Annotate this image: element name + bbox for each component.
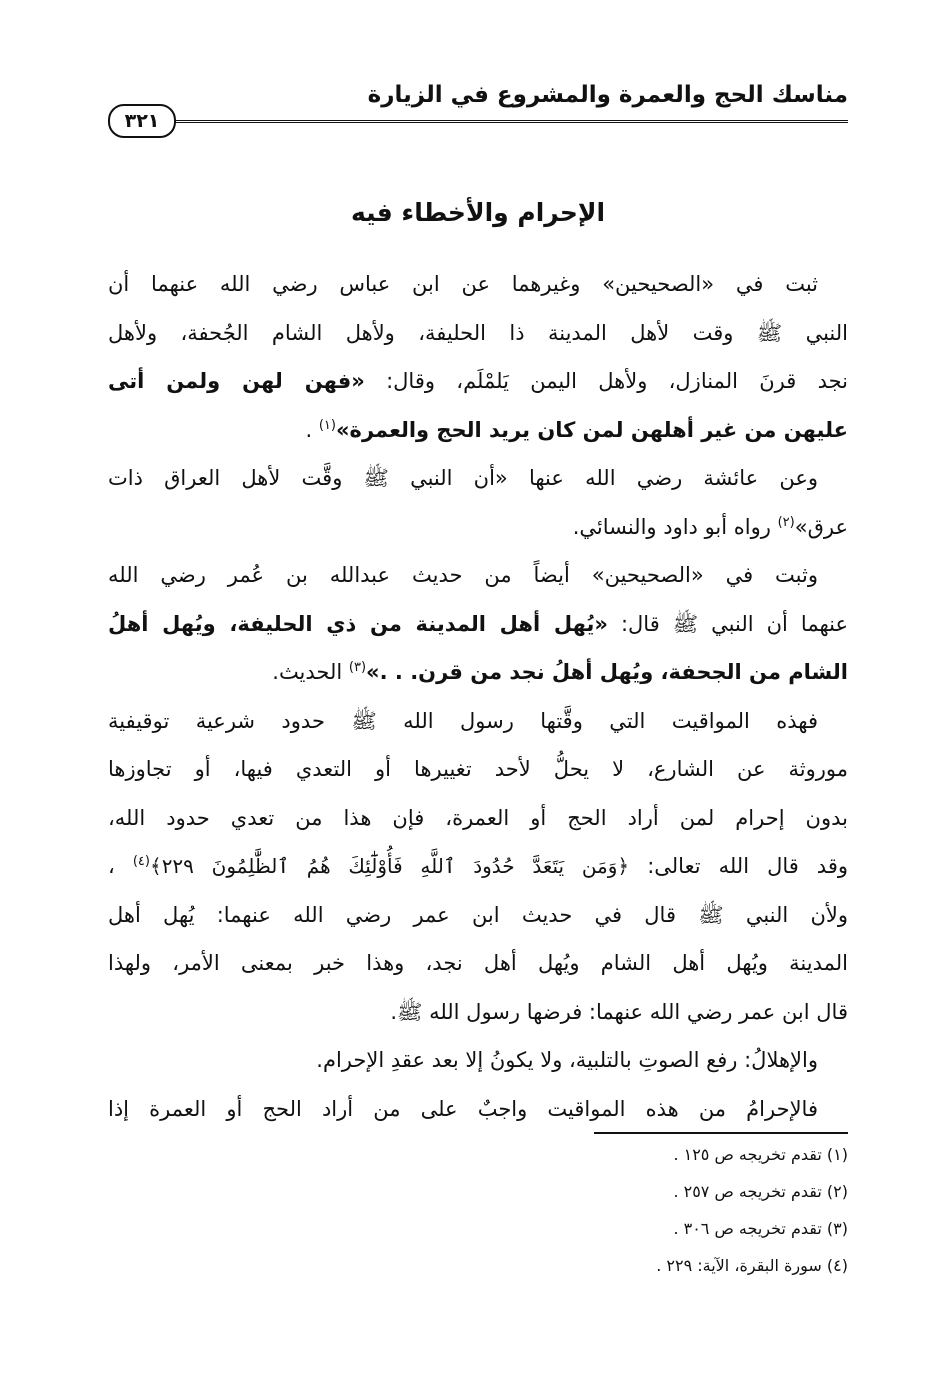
text-run: الحديث. [272,660,343,684]
footnote-text: سورة البقرة، الآية: ٢٢٩ . [656,1256,822,1275]
paragraph-1-line-4 [108,406,848,455]
paragraph-1-line-1: ثبت في «الصحيحين» وغيرهما عن ابن عباس رضي الله عنهما أن [108,272,818,296]
text-run: . [305,417,313,442]
body-text [108,260,848,1133]
text-run: عنهما أن النبي ﷺ قال: [620,611,849,636]
paragraph-3-line-3 [108,648,848,697]
footnote-number: (١) [826,1145,848,1164]
paragraph-4-line-2: موروثة عن الشارع، لا يحلُّ لأحد تغييرها أو التعدي فيها، أو تجاوزها [108,757,848,781]
footnote-text: تقدم تخريجه ص ١٢٥ . [673,1145,822,1164]
paragraph-5-line-1: والإهلالُ: رفع الصوتِ بالتلبية، ولا يكونُ إلا بعد عقدِ الإحرام. [316,1048,818,1072]
footnote-rule [594,1132,848,1134]
section-title: الإحرام والأخطاء فيه [350,198,606,227]
book-title: مناسك الحج والعمرة والمشروع في الزيارة [367,82,848,108]
paragraph-4-line-3: بدون إحرام لمن أراد الحج أو العمرة، فإن هذا من تعدي حدود الله، [108,805,848,830]
paragraph-3-line-2 [108,600,848,649]
text-run: نجد قرنَ المنازل، ولأهل اليمن يَلمْلَم، وقال: [386,369,848,393]
paragraph-4-line-1: فهذه المواقيت التي وقَّتها رسول الله ﷺ حدود شرعية توقيفية [108,708,818,733]
text-run: عرق» [794,514,848,539]
footnotes [348,1136,848,1284]
hadith-quote: الشام من الجحفة، ويُهل أهلُ نجد من قرن. . .» [366,660,848,684]
footnote-ref-1: (١) [318,417,336,433]
paragraph-2-line-1: وعن عائشة رضي الله عنها «أن النبي ﷺ وقَّت لأهل العراق ذات [108,466,818,490]
running-header [108,80,848,132]
footnote-number: (٢) [826,1182,848,1201]
footnote-ref-4: (٤) [132,854,150,869]
hadith-quote: عليهن من غير أهلهن لمن كان يريد الحج والعمرة» [335,417,848,442]
hadith-quote: «فهن لهن ولمن أتى [108,369,365,393]
paragraph-4-line-6: المدينة ويُهل أهل الشام ويُهل أهل نجد، وهذا خبر بمعنى الأمر، ولهذا [108,951,848,975]
footnote-text: تقدم تخريجه ص ٣٠٦ . [673,1219,822,1238]
footnote-text: تقدم تخريجه ص ٢٥٧ . [673,1182,822,1201]
paragraph-4-line-7: قال ابن عمر رضي الله عنهما: فرضها رسول الله ﷺ. [390,999,848,1024]
footnote-number: (٤) [826,1256,848,1275]
footnote-ref-2: (٢) [777,514,795,530]
paragraph-4-line-4 [108,842,848,891]
header-rule [166,120,848,123]
paragraph-4-line-5: ولأن النبي ﷺ قال في حديث ابن عمر رضي الله عنهما: يُهل أهل [108,902,848,927]
text-run: رواه أبو داود والنسائي. [572,514,771,539]
footnote-2 [348,1173,848,1210]
hadith-quote: «يُهل أهل المدينة من ذي الحليفة، ويُهل أهلُ [108,611,608,636]
footnote-ref-3: (٣) [348,660,367,675]
text-run: وقد قال الله تعالى: [647,854,848,878]
paragraph-3-line-1: وثبت في «الصحيحين» أيضاً من حديث عبدالله بن عُمر رضي الله [108,563,818,587]
paragraph-2-line-2 [108,503,848,552]
paragraph-1-line-3 [108,357,848,406]
footnote-3 [348,1210,848,1247]
text-run: ، [108,854,115,878]
paragraph-6-line-1: فالإحرامُ من هذه المواقيت واجبٌ على من أراد الحج أو العمرة إذا [108,1096,818,1121]
footnote-4 [348,1247,848,1284]
footnote-1 [348,1136,848,1173]
page-number: ٣٢١ [108,104,176,138]
footnote-number: (٣) [826,1219,848,1238]
quran-verse: ﴿وَمَن يَتَعَدَّ حُدُودَ ٱللَّهِ فَأُوْلَٰٓئِكَ هُمُ ٱلظَّٰلِمُونَ ٢٢٩﴾ [149,854,630,878]
paragraph-1-line-2: النبي ﷺ وقت لأهل المدينة ذا الحليفة، ولأهل الشام الجُحفة، ولأهل [108,320,848,345]
